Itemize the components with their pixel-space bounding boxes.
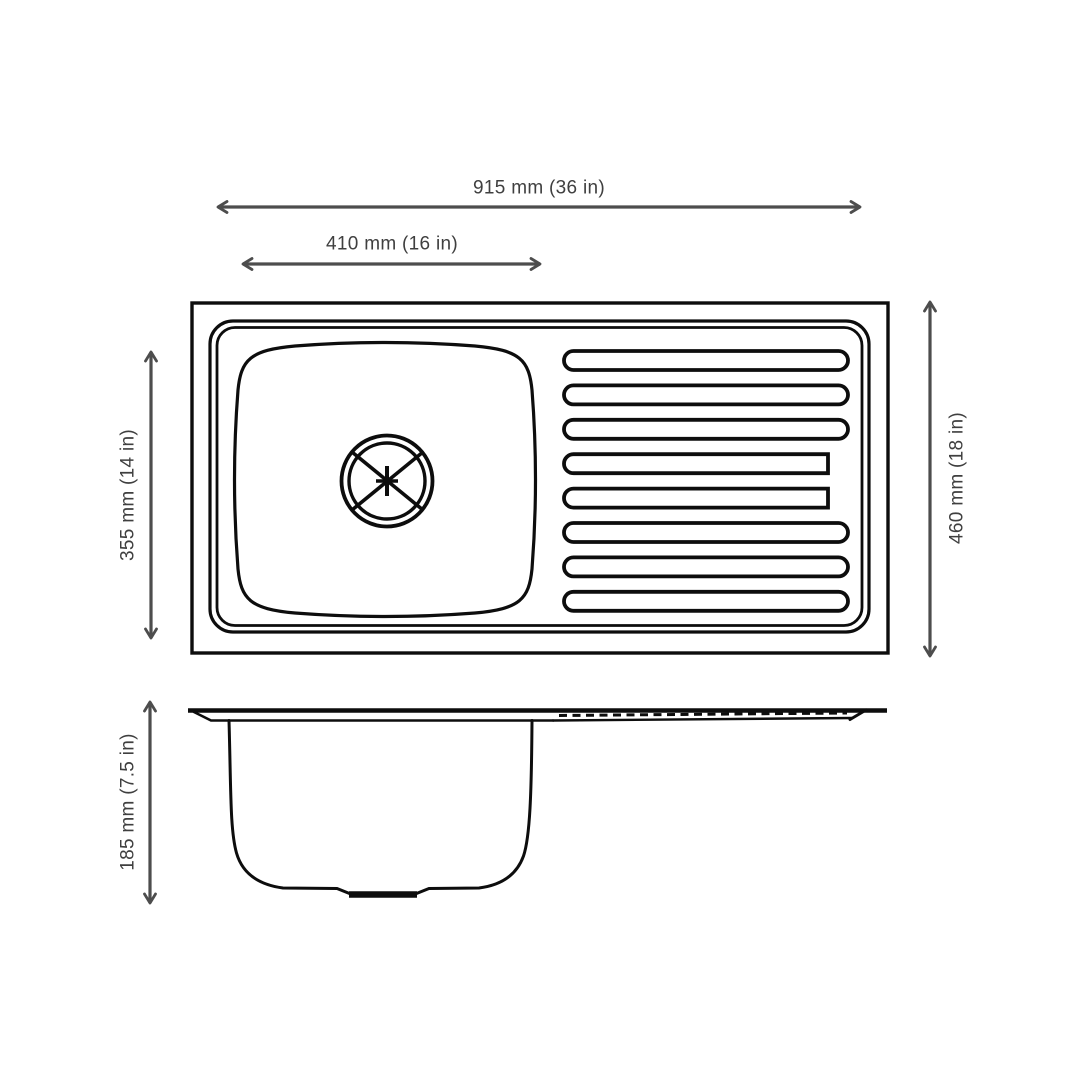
sink-outer-edge: [192, 303, 888, 653]
bowl-depth-dimension-label: 355 mm (14 in): [117, 429, 139, 561]
drainboard: [564, 351, 848, 611]
drainboard-underside-line: [553, 718, 852, 721]
drain-icon: [342, 436, 433, 527]
drainboard-slot: [564, 592, 848, 611]
bowl-height-dimension-label: 185 mm (7.5 in): [117, 733, 139, 871]
bowl-width-dimension-label: 410 mm (16 in): [326, 233, 458, 255]
drainboard-slot: [564, 385, 848, 404]
drainboard-slot: [564, 420, 848, 439]
dimension-arrows: [150, 207, 930, 903]
top-view: [192, 303, 888, 653]
drainboard-rib-hatching: [559, 713, 847, 716]
side-view-rim-underside: [194, 712, 553, 721]
side-view-bowl-profile: [229, 721, 532, 895]
drainboard-slot: [564, 557, 848, 576]
overall-width-dimension-label: 915 mm (36 in): [473, 177, 605, 199]
overall-depth-dimension-label: 460 mm (18 in): [946, 412, 968, 544]
side-view: [188, 710, 887, 895]
drainboard-slot: [564, 454, 828, 473]
drainboard-slot: [564, 489, 828, 508]
sink-rim-outer-line: [210, 321, 869, 632]
sink-rim-inner-line: [217, 328, 862, 626]
drainboard-slot: [564, 351, 848, 370]
drainboard-slot: [564, 523, 848, 542]
